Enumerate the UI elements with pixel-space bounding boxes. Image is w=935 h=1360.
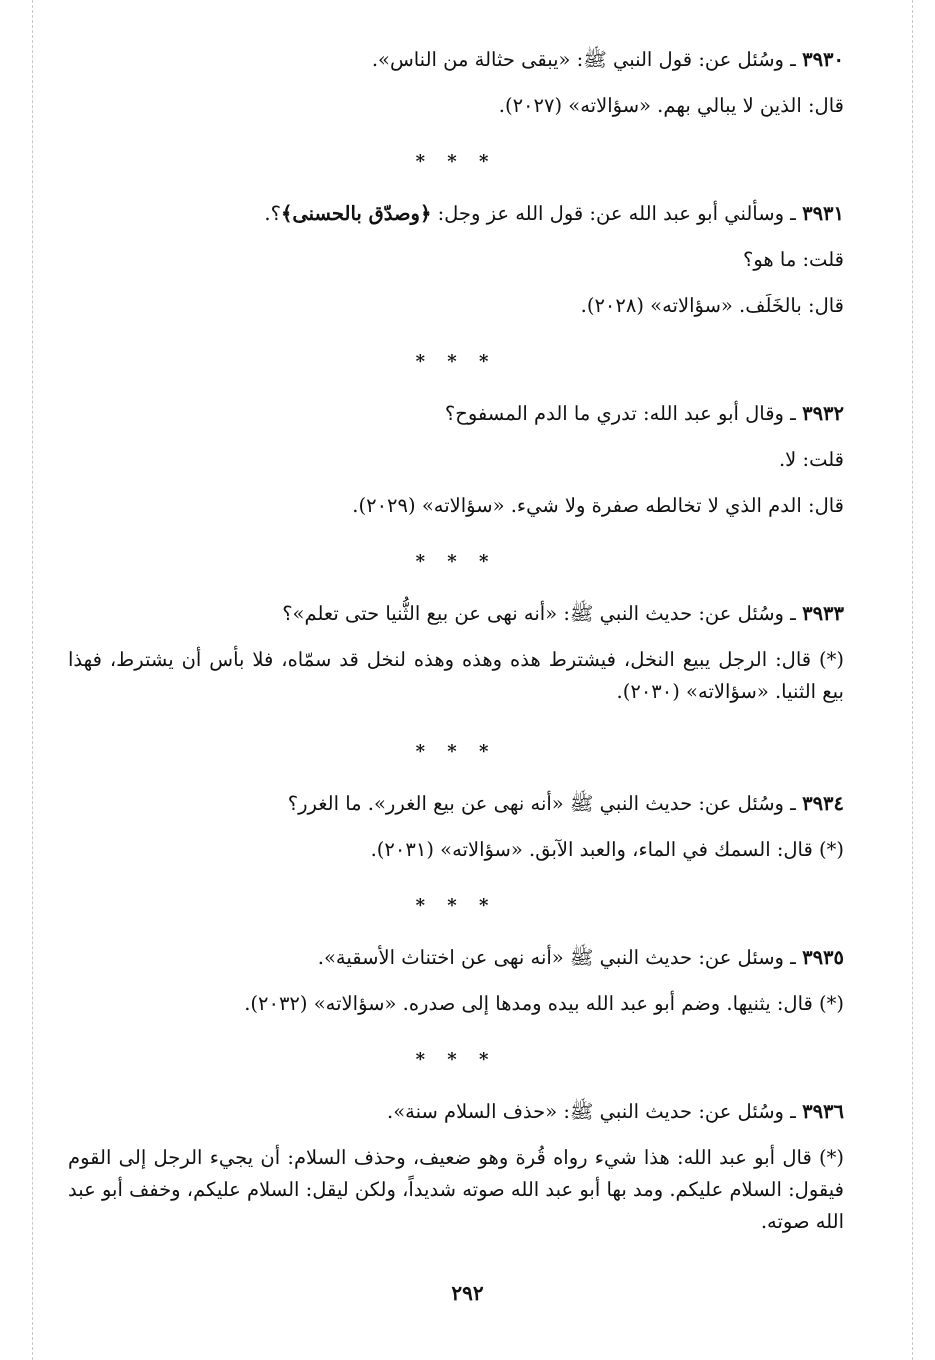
entry-answer: قلت: ما هو؟ xyxy=(743,248,844,271)
entry-number: ٣٩٣٥ xyxy=(802,946,844,969)
entry-question xyxy=(68,202,844,226)
entry-number: ٣٩٣٣ xyxy=(802,602,844,625)
section-separator: * * * xyxy=(415,895,497,916)
entry-question xyxy=(68,48,844,72)
section-separator: * * * xyxy=(415,741,497,762)
section-separator: * * * xyxy=(415,151,497,172)
entry-3931 xyxy=(68,202,844,318)
dashed-guide-line xyxy=(32,0,33,1360)
entry-3934 xyxy=(68,792,844,862)
question-text: ـ وسُئل عن: حديث النبي ﷺ: «حذف السلام سنة». xyxy=(387,1100,803,1123)
quran-quote: ﴿وصدّق بالحسنى﴾ xyxy=(280,202,432,225)
entry-number: ٣٩٣٦ xyxy=(802,1100,844,1123)
entry-answer: (*) قال: يثنيها. وضم أبو عبد الله بيده ومدها إلى صدره. «سؤالاته» (٢٠٣٢). xyxy=(244,992,844,1015)
question-text: ـ وقال أبو عبد الله: تدري ما الدم المسفوح؟ xyxy=(444,402,803,425)
entry-question xyxy=(68,792,844,816)
entry-answer: قال: بالخَلَف. «سؤالاته» (٢٠٢٨). xyxy=(580,294,844,317)
entry-number: ٣٩٣٢ xyxy=(802,402,844,425)
question-text: ـ وسُئل عن: قول النبي ﷺ: «يبقى حثالة من الناس». xyxy=(371,48,803,71)
section-separator: * * * xyxy=(415,551,497,572)
entry-number: ٣٩٣١ xyxy=(802,202,844,225)
entry-answer-paragraph: (*) قال: الرجل يبيع النخل، فيشترط هذه وهذه وهذه لنخل قد سمّاه، فلا بأس أن يشترط، فهذا بيع الثنيا. «سؤالاته» (٢٠٣٠). xyxy=(68,648,844,703)
entry-answer-paragraph: (*) قال أبو عبد الله: هذا شيء رواه قُرة وهو ضعيف، وحذف السلام: أن يجيء الرجل إلى القوم فيقول: السلام عليكم. ومد بها أبو عبد الله صوته شديداً، ولكن ليقل: السلام عليكم، وخفف أبو عبد الله صوته. xyxy=(68,1146,844,1233)
page-number: ٢٩٢ xyxy=(451,1281,484,1305)
entry-3933 xyxy=(68,602,844,708)
question-text: ـ وسُئل عن: حديث النبي ﷺ: «أنه نهى عن بيع الثُّنيا حتى تعلم»؟ xyxy=(282,602,803,625)
question-text: ـ وسألني أبو عبد الله عن: قول الله عز وجل: xyxy=(431,202,803,225)
dashed-guide-line xyxy=(912,0,913,1360)
page-body xyxy=(68,42,844,1258)
entry-answer: قال: الدم الذي لا تخالطه صفرة ولا شيء. «سؤالاته» (٢٠٢٩). xyxy=(352,494,844,517)
entry-question xyxy=(68,946,844,970)
question-text: ـ وسُئل عن: حديث النبي ﷺ «أنه نهى عن بيع الغرر». ما الغرر؟ xyxy=(287,792,803,815)
section-separator: * * * xyxy=(415,1049,497,1070)
entry-3935 xyxy=(68,946,844,1016)
entry-answer: قال: الذين لا يبالي بهم. «سؤالاته» (٢٠٢٧). xyxy=(498,94,844,117)
entry-question xyxy=(68,1100,844,1124)
entry-number: ٣٩٣٠ xyxy=(802,48,844,71)
entry-question xyxy=(68,602,844,626)
question-end: ؟. xyxy=(264,202,281,225)
entry-answer: قلت: لا. xyxy=(778,448,844,471)
question-text: ـ وسئل عن: حديث النبي ﷺ «أنه نهى عن اختناث الأسقية». xyxy=(317,946,803,969)
entry-3936 xyxy=(68,1100,844,1238)
entry-question xyxy=(68,402,844,426)
entry-3932 xyxy=(68,402,844,518)
entry-3930 xyxy=(68,48,844,118)
entry-answer: (*) قال: السمك في الماء، والعبد الآبق. «سؤالاته» (٢٠٣١). xyxy=(370,838,844,861)
section-separator: * * * xyxy=(415,351,497,372)
entry-number: ٣٩٣٤ xyxy=(802,792,844,815)
